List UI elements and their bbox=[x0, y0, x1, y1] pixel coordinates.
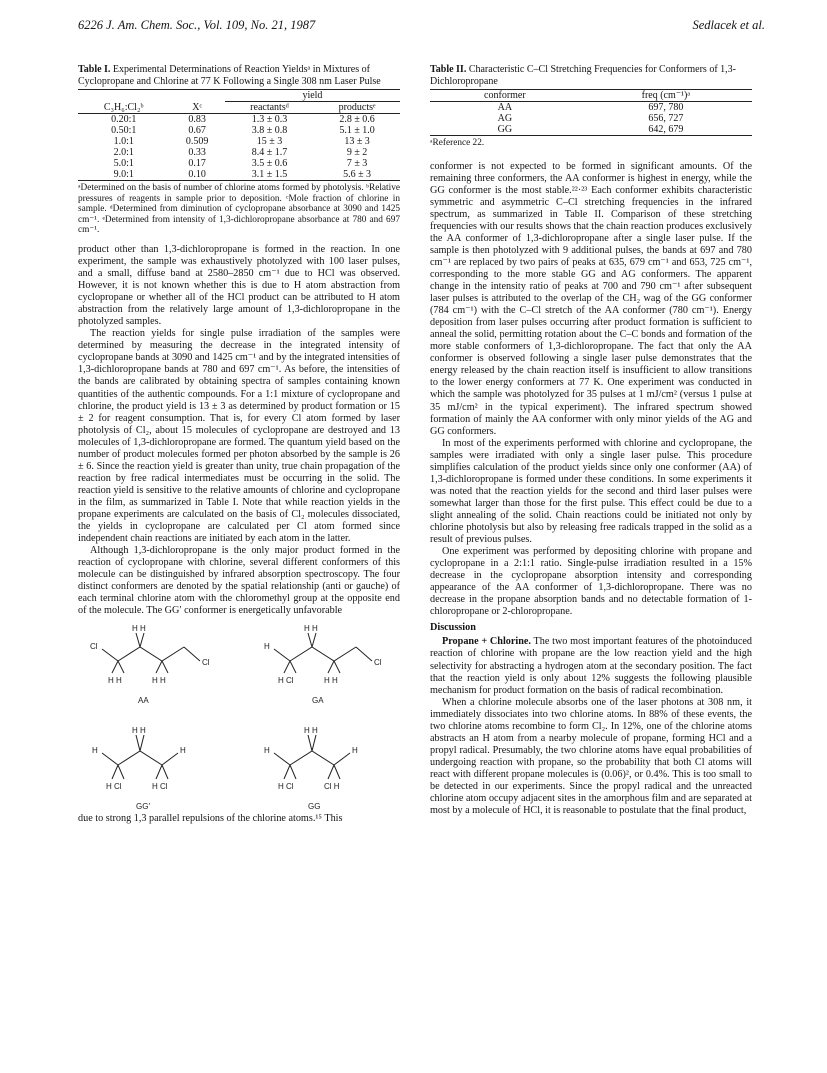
table2-caption-text: Characteristic C–Cl Stretching Frequencies for Conformers of 1,3-Dichloropropane bbox=[430, 64, 736, 87]
table-row bbox=[430, 113, 752, 124]
table-cell: 5.1 ± 1.0 bbox=[339, 125, 375, 136]
conformer-aa-structure bbox=[78, 621, 228, 709]
body-paragraph bbox=[430, 636, 752, 696]
atom-label: H bbox=[264, 642, 270, 652]
atom-label: H Cl bbox=[106, 782, 122, 792]
table-cell: 1.3 ± 0.3 bbox=[251, 114, 288, 125]
table-row bbox=[78, 114, 400, 126]
table-row bbox=[78, 147, 400, 158]
section-heading: Discussion bbox=[430, 622, 476, 634]
table1-header: productsᵉ bbox=[338, 102, 376, 113]
table2-header: freq (cm⁻¹)ᵃ bbox=[641, 90, 691, 101]
body-paragraph: One experiment was performed by depositing chlorine with propane and cyclopropane in a 2:1:1 ratio. Single-pulse irradiation resulted in a 15% decrease in the cyclopropane absorption intensity and corresponding appearance of the AA conformer of 1,3-dichloropropane. There was no decrease in the propane absorption bands and no detectable formation of 1-chloropropane or 2-chloropropane. bbox=[430, 546, 752, 618]
table-cell: 3.8 ± 0.8 bbox=[251, 125, 288, 136]
table2-footnote: ᵃReference 22. bbox=[430, 138, 485, 148]
table-cell: 9 ± 2 bbox=[346, 147, 368, 158]
paragraph-text: The two most important features of the photoinduced reaction of chlorine with propane are the low reaction yield and the high selectivity for abstracting a hydrogen atom at the secondary position. The fact that the reaction yield is only about 12% suggests the following plausible mechanism for product formation on the basis of radical recombination. bbox=[430, 636, 752, 696]
atom-label: H H bbox=[132, 726, 146, 736]
table1-label: Table I. bbox=[78, 64, 111, 75]
table-cell: 9.0:1 bbox=[113, 169, 134, 180]
body-paragraph: The reaction yields for single pulse irradiation of the samples were determined by measuring the decrease in the integrated intensity of cyclopropane bands at 3090 and 1425 cm⁻¹ and by the integrated intensities of 1,3-dichloropropane bands at 780 and 697 cm⁻¹. As before, the intensities of the bands are calibrated by obtaining spectra of samples containing known quantities of the authentic compounds. For a 1:1 mixture of cyclopropane and chlorine, the product yield is 13 ± 3 as determined by product formation or 15 ± 2 for reagent consumption. That is, for every Cl atom formed by laser photolysis of Cl₂, about 15 molecules of cyclopropane are destroyed and 13 molecules of 1,3-dichloropropane are formed. The quantum yield based on the number of product molecules formed per photon absorbed by the sample is 26 ± 6. Since the reaction yield is greater than unity, true chain propagation of the reaction by free radical intermediates must be occurring in the solid. The reaction yield is sensitive to the relative amounts of chlorine and cyclopropane in the film, as summarized in Table I. Note that while reaction yields in the propane experiments are calculated on the basis of Cl₂ molecules dissociated, the yields in cyclopropane are calculated per Cl atom formed since independent chain reactions are initiated by each atom in the latter. bbox=[78, 328, 400, 545]
table-cell: 2.0:1 bbox=[113, 147, 134, 158]
table1-header: reactantsᵈ bbox=[250, 102, 289, 113]
running-header-journal: 6226 J. Am. Chem. Soc., Vol. 109, No. 21, 1987 bbox=[78, 18, 316, 32]
table-cell: 0.50:1 bbox=[111, 125, 137, 136]
left-column bbox=[78, 64, 400, 825]
table-cell: 656, 727 bbox=[648, 113, 684, 124]
body-paragraph: In most of the experiments performed with chlorine and cyclopropane, the samples were irradiated with only a single laser pulse. This procedure simplifies calculation of the product yields since only one conformer (AA) of 1,3-dichloropropane is formed under these conditions. In some experiments it was noted that the reaction yields for the second and third laser pulses were somewhat larger than those for the first pulse. This effect could be due to a slight annealing of the solid. Chain reactions could be initiated not only by chlorine photolysis but also by releasing free radicals trapped in the solid as a result of previous pulses. bbox=[430, 437, 752, 546]
table-cell: 0.83 bbox=[188, 114, 206, 125]
body-paragraph: product other than 1,3-dichloropropane is formed in the reaction. In one experiment, the sample was exhaustively photolyzed with 100 laser pulses, and a small, diffuse band at 2580–2850 cm⁻¹ due to HCl was observed. However, it is not known whether this is due to H atom abstraction from cyclopropane or whether all of the HCl product can be attributed to H atom abstraction from the relatively large amount of 1,3-dichloropropane in the photolyzed samples. bbox=[78, 243, 400, 328]
table-cell: 0.509 bbox=[185, 136, 209, 147]
atom-label: H Cl bbox=[152, 782, 168, 792]
table1-caption-text: Experimental Determinations of Reaction Yieldsᵃ in Mixtures of Cyclopropane and Chlorine at 77 K Following a Single 308 nm Laser Pulse bbox=[78, 64, 381, 87]
right-column bbox=[430, 64, 752, 817]
table-row bbox=[430, 102, 752, 114]
atom-label: H H bbox=[304, 726, 318, 736]
table1-header: C₃H₆:Cl₂ᵇ bbox=[103, 101, 144, 113]
atom-label: Cl bbox=[90, 642, 98, 652]
atom-label: H H bbox=[324, 676, 338, 686]
table1-yield-header: yield bbox=[225, 90, 400, 102]
atom-label: Cl bbox=[202, 658, 210, 668]
atom-label: H Cl bbox=[278, 782, 294, 792]
table-cell: 0.20:1 bbox=[111, 114, 137, 125]
table-cell: 642, 679 bbox=[648, 124, 684, 135]
table-cell: 0.33 bbox=[188, 147, 206, 158]
table1-header: Xᶜ bbox=[192, 101, 203, 113]
table-cell: 1.0:1 bbox=[113, 136, 134, 147]
conformer-row-1 bbox=[78, 621, 400, 709]
table-row bbox=[78, 136, 400, 147]
body-paragraph: due to strong 1,3 parallel repulsions of the chlorine atoms.¹⁵ This bbox=[78, 813, 343, 825]
table-row bbox=[430, 124, 752, 136]
table2-label: Table II. bbox=[430, 64, 467, 75]
table1 bbox=[78, 89, 400, 181]
conformer-ga-structure bbox=[250, 621, 400, 709]
table-cell: GG bbox=[497, 124, 513, 135]
body-paragraph: Although 1,3-dichloropropane is the only major product formed in the reaction of cyclopropane with chlorine, several different conformers of this molecule can be distinguished by infrared absorption spectroscopy. The four distinct conformers are denoted by the spatial relationship (anti or gauche) of each terminal chlorine atom with the chloromethyl group at the opposite end of the molecule. The GG′ conformer is energetically unfavorable bbox=[78, 545, 400, 617]
conformer-label: AA bbox=[138, 696, 149, 706]
body-paragraph: When a chlorine molecule absorbs one of the laser photons at 308 nm, it immediately dissociates into two chlorine atoms. In 88% of these events, the two chlorine atoms recombine to form Cl₂. In 12%, one of the chlorine atoms abstracts an H atom from a nearby molecule of propane, forming HCl and a propyl radical. Presumably, the two chlorine atoms have equal probabilities of undergoing reaction with propane, so the probability that both Cl atoms will react with different propane molecules is (0.06)², or 0.4%. This is too small to be detected in our experiments. Since the propyl radical and the unreacted chlorine atom occupy adjacent sites in the amorphous film and are separated at most by a molecule of HCl, it is reasonable to postulate that the final product, bbox=[430, 696, 752, 817]
table1-caption bbox=[78, 64, 400, 87]
table1-footnote: ᵃDetermined on the basis of number of chlorine atoms formed by photolysis. ᵇRelative pressures of reagents in sample prior to deposition. ᶜMole fraction of chlorine in sample. ᵈDetermined from diminution of cyclopropane absorbance at 3090 and 1425 cm⁻¹. ᵉDetermined from intensity of 1,3-dichloropropane absorbance at 780 and 697 cm⁻¹. bbox=[78, 183, 400, 236]
atom-label: Cl bbox=[374, 658, 382, 668]
table-cell: 697, 780 bbox=[648, 102, 684, 113]
conformer-row-2 bbox=[78, 713, 400, 813]
table-cell: 8.4 ± 1.7 bbox=[251, 147, 288, 158]
table-cell: 0.67 bbox=[188, 125, 206, 136]
table-cell: 7 ± 3 bbox=[346, 158, 368, 169]
atom-label: H bbox=[92, 746, 98, 756]
subsection-heading: Propane + Chlorine. bbox=[442, 636, 531, 648]
conformer-label: GG bbox=[308, 802, 321, 812]
table-cell: 3.5 ± 0.6 bbox=[251, 158, 288, 169]
running-header-authors: Sedlacek et al. bbox=[692, 18, 765, 32]
table2-caption bbox=[430, 64, 752, 87]
table-row bbox=[78, 158, 400, 169]
table-cell: 15 ± 3 bbox=[256, 136, 283, 147]
atom-label: H bbox=[180, 746, 186, 756]
table-cell: 2.8 ± 0.6 bbox=[339, 114, 375, 125]
table-cell: AA bbox=[497, 102, 513, 113]
conformer-ggprime-structure bbox=[78, 713, 228, 813]
atom-label: H H bbox=[108, 676, 122, 686]
table-cell: 3.1 ± 1.5 bbox=[251, 169, 288, 180]
table-cell: 0.17 bbox=[188, 158, 206, 169]
table-cell: 5.0:1 bbox=[113, 158, 134, 169]
table-cell: 13 ± 3 bbox=[344, 136, 370, 147]
atom-label: H H bbox=[152, 676, 166, 686]
atom-label: H H bbox=[304, 624, 318, 634]
table-row bbox=[78, 125, 400, 136]
atom-label: Cl H bbox=[324, 782, 340, 792]
table-cell: 0.10 bbox=[188, 169, 206, 180]
body-paragraph: conformer is not expected to be formed in significant amounts. Of the remaining three conformers, the AA conformer is highest in energy, while the GG conformer is the most stable.²²·²³ Each conformer exhibits characteristic symmetric and asymmetric C–Cl stretching frequencies in the infrared spectrum, as summarized in Table II. Comparison of these stretching frequencies with our results shows that the chain reaction produces exclusively the AA conformer of 1,3-dichloropropane after a single laser pulse. If the sample is then photolyzed with 9 additional pulses, the bands at 697 and 780 cm⁻¹ are replaced by two pairs of peaks at 635, 679 cm⁻¹ and 653, 725 cm⁻¹, corresponding to the more stable GG and AG conformers. The apparent change in the intensity ratio of peaks at 700 and 790 cm⁻¹ after subsequent laser pulses is attributed to the overlap of the CH₂ wag of the GG conformer (784 cm⁻¹) with the C–Cl stretch of the AA conformer (780 cm⁻¹). Energy deposition from laser pulses occurring after product formation is sufficient to anneal the solid, permitting rotation about the C–C bonds and formation of the more stable conformers of 1,3-dichloropropane. The fact that only the AA conformer is observed following a single laser pulse demonstrates that the energy released by the chain reaction itself is insufficient to allow transitions to the lower energy conformers at 77 K. One experiment was conducted in which the sample was photolyzed for 35 pulses at 1 mJ/cm² (versus 1 pulse at 35 mJ/cm² in the typical experiment). The infrared spectrum showed formation of mainly the AA conformer with only minor yields of the AG and GG conformers. bbox=[430, 160, 752, 437]
table-cell: 5.6 ± 3 bbox=[343, 169, 372, 180]
atom-label: H bbox=[352, 746, 358, 756]
atom-label: H H bbox=[132, 624, 146, 634]
table2 bbox=[430, 89, 752, 136]
table-row bbox=[78, 169, 400, 181]
atom-label: H Cl bbox=[278, 676, 294, 686]
conformer-label: GA bbox=[312, 696, 324, 706]
conformer-gg-structure bbox=[250, 713, 400, 813]
atom-label: H bbox=[264, 746, 270, 756]
table-cell: AG bbox=[497, 113, 513, 124]
table2-header: conformer bbox=[484, 90, 526, 101]
conformer-label: GG′ bbox=[136, 802, 150, 812]
